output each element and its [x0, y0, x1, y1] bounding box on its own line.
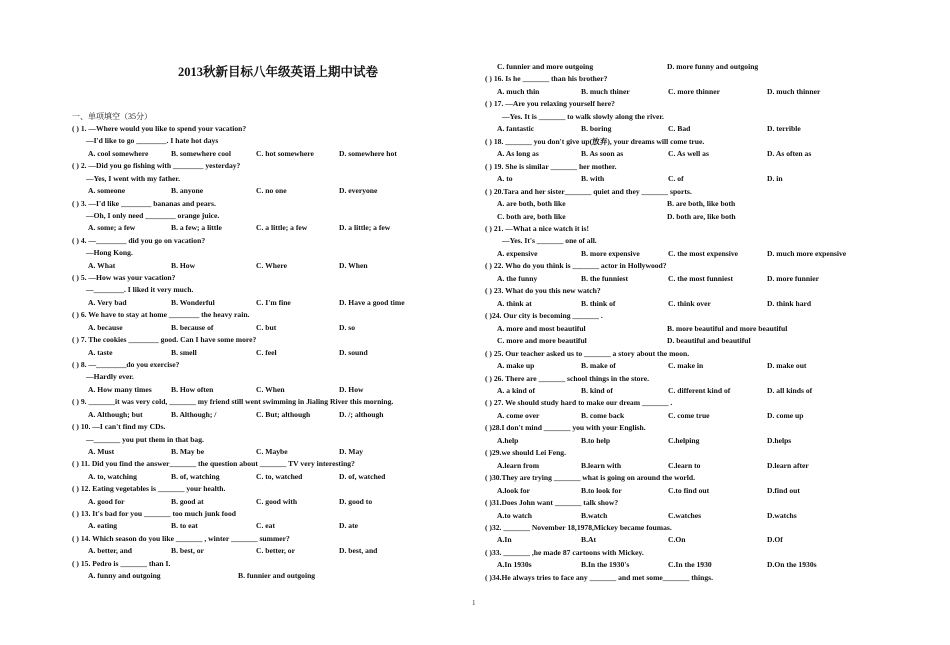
question-stem: ( ) 13. It's bad for you _______ too much junk food — [72, 509, 236, 519]
answer-option: A. As long as — [497, 149, 539, 159]
answer-option: A. make up — [497, 361, 535, 371]
question-stem: ( ) 2. —Did you go fishing with ________ yesterday? — [72, 161, 241, 171]
answer-option: B. the funniest — [581, 273, 629, 283]
answer-option: B.watch — [581, 510, 608, 520]
answer-option: D. May — [339, 446, 364, 456]
answer-option: B. boring — [581, 124, 612, 134]
answer-option: A. the funny — [497, 273, 538, 283]
answer-option: C. the most funniest — [668, 273, 733, 283]
answer-option: C. the most expensive — [668, 248, 739, 258]
answer-option: D.find out — [767, 485, 800, 495]
answer-option: C. As well as — [668, 149, 709, 159]
question-stem: ( )24. Our city is becoming _______ . — [485, 311, 603, 321]
answer-option: A. expensive — [497, 248, 538, 258]
answer-option: D. think hard — [767, 298, 812, 308]
question-stem: ( ) 21. —What a nice watch it is! — [485, 223, 589, 233]
answer-option: A. some; a few — [88, 223, 136, 233]
answer-option: C. think over — [668, 298, 711, 308]
answer-option: A. cool somewhere — [88, 148, 149, 158]
answer-option: B. of, watching — [171, 471, 220, 481]
question-stem: ( )30.They are trying _______ what is going on around the world. — [485, 473, 696, 483]
answer-option: C.On — [668, 535, 686, 545]
answer-option: A. better, and — [88, 546, 133, 556]
answer-option: A. funny and outgoing — [88, 571, 161, 581]
answer-option: B.to look for — [581, 485, 622, 495]
answer-option: A. because — [88, 322, 123, 332]
answer-option: D. come up — [767, 410, 804, 420]
answer-option: D. a little; a few — [339, 223, 391, 233]
answer-option: B. Although; / — [171, 409, 217, 419]
answer-option: A. good for — [88, 496, 125, 506]
answer-option: B. make of — [581, 361, 616, 371]
answer-option: A. Although; but — [88, 409, 143, 419]
answer-option: D. so — [339, 322, 356, 332]
answer-option: A. more and most beautiful — [497, 323, 586, 333]
answer-option: D. terrible — [767, 124, 801, 134]
answer-option: B. a few; a little — [171, 223, 222, 233]
answer-option: C. a little; a few — [256, 223, 308, 233]
answer-option: C.to find out — [668, 485, 710, 495]
answer-option: D.watchs — [767, 510, 797, 520]
answer-option: C. both are, both like — [497, 211, 566, 221]
question-stem: ( ) 26. There are _______ school things in the store. — [485, 373, 649, 383]
answer-option: D. How — [339, 384, 364, 394]
answer-option: A. eating — [88, 521, 118, 531]
answer-option: A. Very bad — [88, 297, 127, 307]
answer-option: B.In the 1930's — [581, 560, 630, 570]
dialogue-line: —Yes. It's _______ one of all. — [502, 236, 597, 246]
answer-option: C. good with — [256, 496, 298, 506]
answer-option: B.At — [581, 535, 596, 545]
answer-option: C. funnier and more outgoing — [497, 62, 594, 71]
answer-option: D. everyone — [339, 186, 378, 196]
answer-option: A. someone — [88, 186, 126, 196]
answer-option: D. good to — [339, 496, 373, 506]
dialogue-line: —Yes, I went with my father. — [86, 173, 181, 183]
answer-option: D. both are, like both — [667, 211, 736, 221]
answer-option: D.helps — [767, 435, 792, 445]
answer-option: B. best, or — [171, 546, 204, 556]
answer-option: A. think at — [497, 298, 532, 308]
question-stem: ( ) 3. —I'd like ________ bananas and pears. — [72, 198, 216, 208]
answer-option: A. to — [497, 174, 513, 184]
answer-option: C. different kind of — [668, 385, 731, 395]
question-stem: ( ) 6. We have to stay at home ________ the heavy rain. — [72, 310, 250, 320]
answer-option: D. /; although — [339, 409, 384, 419]
question-stem: ( ) 10. —I can't find my CDs. — [72, 422, 166, 432]
answer-option: C.helping — [668, 435, 700, 445]
answer-option: A.help — [497, 435, 519, 445]
page-number: 1 — [472, 599, 476, 607]
question-stem: ( )31.Does John want _______ talk show? — [485, 498, 619, 508]
answer-option: B. How — [171, 260, 196, 270]
answer-option: A. taste — [88, 347, 113, 357]
answer-option: C.watches — [668, 510, 702, 520]
answer-option: A. a kind of — [497, 385, 535, 395]
question-stem: ( ) 17. —Are you relaxing yourself here? — [485, 99, 615, 109]
dialogue-line: —I'd like to go ________. I hate hot days — [86, 136, 219, 146]
answer-option: C. better, or — [256, 546, 295, 556]
answer-option: A. fantastic — [497, 124, 535, 134]
exam-title: 2013秋新目标八年级英语上期中试卷 — [177, 65, 378, 79]
question-stem: ( ) 18. _______ you don't give up(放弃), your dreams will come true. — [485, 136, 705, 146]
answer-option: B. Wonderful — [171, 297, 215, 307]
answer-option: A.look for — [497, 485, 530, 495]
dialogue-line: —________. I liked it very much. — [86, 285, 194, 295]
answer-option: A. Must — [88, 446, 115, 456]
answer-option: C. eat — [256, 521, 275, 531]
answer-option: C. make in — [668, 361, 704, 371]
answer-option: D. somewhere hot — [339, 148, 397, 158]
answer-option: D. much more expensive — [767, 248, 847, 258]
question-stem: ( ) 22. Who do you think is _______ actor in Hollywood? — [485, 261, 667, 271]
answer-option: C. When — [256, 384, 285, 394]
question-stem: ( ) 25. Our teacher asked us to _______ a story about the moon. — [485, 348, 690, 358]
answer-option: D. beautiful and beautiful — [667, 336, 751, 346]
answer-option: B. smell — [171, 347, 197, 357]
answer-option: D. more funny and outgoing — [667, 62, 759, 71]
question-stem: ( )33. _______ ,he made 87 cartoons with Mickey. — [485, 547, 644, 557]
answer-option: A. are both, both like — [497, 199, 566, 209]
question-stem: ( ) 19. She is similar _______ her mother. — [485, 161, 617, 171]
answer-option: D. make out — [767, 361, 807, 371]
question-stem: ( ) 23. What do you this new watch? — [485, 286, 601, 296]
answer-option: C.learn to — [668, 460, 701, 470]
question-stem: ( ) 7. The cookies ________ good. Can I have some more? — [72, 335, 257, 345]
answer-option: B. As soon as — [581, 149, 624, 159]
answer-option: B. with — [581, 174, 605, 184]
answer-option: C. feel — [256, 347, 277, 357]
dialogue-line: —Oh, I only need ________ orange juice. — [86, 210, 220, 220]
answer-option: D. best, and — [339, 546, 378, 556]
answer-option: A.to watch — [497, 510, 533, 520]
answer-option: D. When — [339, 260, 368, 270]
answer-option: B. to eat — [171, 521, 198, 531]
answer-option: A.In 1930s — [497, 560, 532, 570]
question-stem: ( ) 20.Tara and her sister_______ quiet and they _______ sports. — [485, 186, 692, 196]
answer-option: D. more funnier — [767, 273, 819, 283]
dialogue-line: —_______ you put them in that bag. — [86, 434, 204, 444]
answer-option: D. ate — [339, 521, 358, 531]
question-stem: ( ) 5. —How was your vacation? — [72, 273, 176, 283]
answer-option: B. good at — [171, 496, 204, 506]
answer-option: A. to, watching — [88, 471, 137, 481]
answer-option: A. come over — [497, 410, 540, 420]
answer-option: B. more beautiful and more beautiful — [667, 323, 788, 333]
question-stem: ( )34.He always tries to face any _______ and met some_______ things. — [485, 572, 714, 582]
answer-option: D. sound — [339, 347, 368, 357]
question-stem: ( ) 12. Eating vegetables is _______ your health. — [72, 484, 226, 494]
answer-option: B.to help — [581, 435, 611, 445]
answer-option: B.learn with — [581, 460, 622, 470]
answer-option: B. funnier and outgoing — [238, 571, 316, 581]
answer-option: C. Maybe — [256, 446, 288, 456]
answer-option: A. What — [88, 260, 116, 270]
question-stem: ( ) 11. Did you find the answer_______ the question about _______ TV very interesting? — [72, 459, 355, 469]
answer-option: D. of, watched — [339, 471, 386, 481]
question-stem: ( ) 9. _______it was very cold, _______ my friend still went swimming in Jialing River this morning. — [72, 397, 394, 407]
answer-option: C. come true — [668, 410, 710, 420]
answer-option: B. much thiner — [581, 86, 630, 96]
question-stem: ( ) 14. Which season do you like _______ , winter _______ summer? — [72, 533, 290, 543]
question-stem: ( ) 4. —________ did you go on vacation? — [72, 235, 206, 245]
section-heading: 一、单项填空（35分） — [72, 112, 152, 121]
question-stem: ( )28.I don't mind _______ you with your English. — [485, 423, 646, 433]
answer-option: C. no one — [256, 186, 287, 196]
answer-option: D.learn after — [767, 460, 809, 470]
dialogue-line: —Hardly ever. — [86, 372, 134, 382]
answer-option: B. somewhere cool — [171, 148, 231, 158]
question-stem: ( )32. _______ November 18,1978,Mickey became foumas. — [485, 523, 672, 533]
answer-option: C. Bad — [668, 124, 691, 134]
answer-option: A. much thin — [497, 86, 540, 96]
question-stem: ( )29.we should Lei Feng. — [485, 448, 567, 458]
answer-option: B. How often — [171, 384, 214, 394]
answer-option: C. Where — [256, 260, 287, 270]
answer-option: B. May be — [171, 446, 205, 456]
answer-option: B. are both, like both — [667, 199, 736, 209]
dialogue-line: —Hong Kong. — [86, 248, 133, 258]
answer-option: D. Have a good time — [339, 297, 405, 307]
dialogue-line: —Yes. It is _______ to walk slowly along the river. — [502, 111, 664, 121]
answer-option: D. much thinner — [767, 86, 821, 96]
answer-option: C.In the 1930 — [668, 560, 712, 570]
question-stem: ( ) 27. We should study hard to make our dream _______ . — [485, 398, 673, 408]
answer-option: C. of — [668, 174, 684, 184]
answer-option: C. more and more beautiful — [497, 336, 587, 346]
answer-option: D. all kinds of — [767, 385, 813, 395]
answer-option: B. come back — [581, 410, 625, 420]
answer-option: B. anyone — [171, 186, 204, 196]
answer-option: C. more thinner — [668, 86, 720, 96]
answer-option: D.Of — [767, 535, 783, 545]
answer-option: B. kind of — [581, 385, 613, 395]
answer-option: A. How many times — [88, 384, 152, 394]
answer-option: B. think of — [581, 298, 616, 308]
answer-option: C. hot somewhere — [256, 148, 314, 158]
answer-option: B. more expensive — [581, 248, 640, 258]
answer-option: A.In — [497, 535, 512, 545]
answer-option: C. I'm fine — [256, 297, 291, 307]
answer-option: C. to, watched — [256, 471, 303, 481]
answer-option: C. But; although — [256, 409, 311, 419]
answer-option: A.learn from — [497, 460, 540, 470]
answer-option: C. but — [256, 322, 277, 332]
question-stem: ( ) 1. —Where would you like to spend your vacation? — [72, 124, 247, 133]
question-stem: ( ) 16. Is he _______ than his brother? — [485, 74, 608, 84]
answer-option: B. because of — [171, 322, 214, 332]
question-stem: ( ) 8. —________do you exercise? — [72, 359, 180, 369]
question-stem: ( ) 15. Pedro is _______ than I. — [72, 558, 171, 568]
answer-option: D.On the 1930s — [767, 560, 817, 570]
answer-option: D. in — [767, 174, 783, 184]
answer-option: D. As often as — [767, 149, 812, 159]
